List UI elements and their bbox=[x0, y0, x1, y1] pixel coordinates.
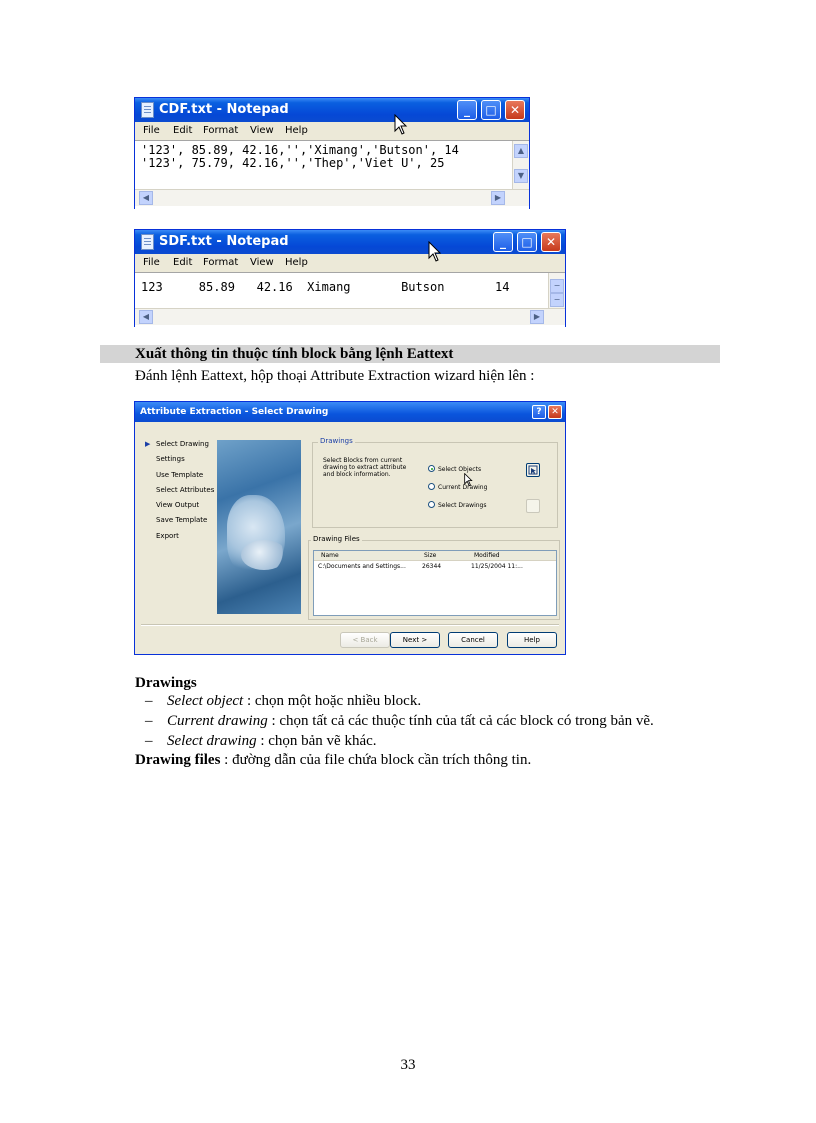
scroll-left-icon[interactable]: ◀ bbox=[139, 310, 153, 324]
dash-marker: – bbox=[145, 693, 153, 709]
menu-format[interactable]: Format bbox=[203, 125, 239, 136]
scroll-down-icon[interactable]: ▼ bbox=[514, 169, 528, 183]
column-name[interactable]: Name bbox=[321, 552, 339, 559]
drawing-files-group-label: Drawing Files bbox=[313, 535, 360, 543]
drawings-group-label: Drawings bbox=[320, 437, 353, 445]
attribute-extraction-dialog bbox=[134, 401, 566, 655]
scroll-down-icon[interactable]: − bbox=[550, 293, 564, 307]
cdf-line-1: '123', 85.89, 42.16,'','Ximang','Butson', 14 bbox=[141, 143, 459, 157]
bullet-description: : chọn bản vẽ khác. bbox=[256, 733, 377, 749]
cdf-notepad-window bbox=[134, 97, 530, 209]
cdf-line-2: '123', 75.79, 42.16,'','Thep','Viet U', 25 bbox=[141, 156, 445, 170]
maximize-button[interactable]: □ bbox=[481, 100, 501, 120]
drawings-description-line-3: and block information. bbox=[323, 471, 391, 478]
drawing-files-term: Drawing files bbox=[135, 752, 221, 768]
menu-edit[interactable]: Edit bbox=[173, 125, 193, 136]
scroll-up-icon[interactable]: − bbox=[550, 279, 564, 293]
select-objects-pick-button[interactable] bbox=[526, 463, 540, 477]
drawing-files-description: : đường dẫn của file chứa block cần trích thông tin. bbox=[220, 752, 532, 768]
step-select-drawing: ▶ Select Drawing bbox=[145, 440, 209, 448]
bullet-description: : chọn tất cả các thuộc tính của tất cả các block có trong bản vẽ. bbox=[267, 713, 654, 729]
cdf-vertical-scrollbar[interactable] bbox=[512, 141, 529, 189]
current-drawing-label[interactable]: Current Drawing bbox=[438, 484, 488, 491]
menu-file[interactable]: File bbox=[143, 257, 160, 268]
file-size-cell: 26344 bbox=[422, 563, 442, 570]
dialog-title-bar[interactable] bbox=[135, 402, 565, 422]
step-view-output: View Output bbox=[156, 501, 200, 510]
scroll-up-icon[interactable]: ▲ bbox=[514, 144, 528, 158]
menu-view[interactable]: View bbox=[250, 257, 274, 268]
dash-marker: – bbox=[145, 733, 153, 749]
step-select-attributes: Select Attributes bbox=[156, 485, 215, 494]
menu-file[interactable]: File bbox=[143, 125, 160, 136]
step-save-template: Save Template bbox=[156, 516, 208, 525]
step-use-template: Use Template bbox=[156, 470, 204, 479]
step-settings: Settings bbox=[156, 455, 185, 464]
help-icon[interactable]: ? bbox=[532, 405, 546, 419]
sdf-window-title: SDF.txt - Notepad bbox=[159, 234, 289, 249]
current-drawing-radio[interactable] bbox=[428, 483, 435, 490]
scroll-right-icon[interactable]: ▶ bbox=[530, 310, 544, 324]
bullet-term: Select object bbox=[167, 693, 244, 709]
section-heading: Xuất thông tin thuộc tính block bằng lệnh Eattext bbox=[135, 346, 454, 362]
menu-edit[interactable]: Edit bbox=[173, 257, 193, 268]
cdf-horizontal-scrollbar[interactable] bbox=[135, 189, 529, 206]
section-intro: Đánh lệnh Eattext, hộp thoại Attribute Extraction wizard hiện lên : bbox=[135, 368, 535, 384]
mouse-cursor-icon bbox=[394, 114, 408, 136]
page-number: 33 bbox=[400, 1057, 416, 1073]
column-modified[interactable]: Modified bbox=[474, 552, 500, 559]
close-button[interactable]: ✕ bbox=[541, 232, 561, 252]
sdf-line-1: 123 85.89 42.16 Ximang Butson 14 bbox=[141, 280, 510, 294]
file-name-cell: C:\Documents and Settings... bbox=[318, 563, 406, 570]
sdf-vertical-scrollbar[interactable] bbox=[548, 273, 565, 308]
select-objects-label[interactable]: Select Objects bbox=[438, 466, 482, 473]
minimize-button[interactable]: _ bbox=[493, 232, 513, 252]
bullet-term: Current drawing bbox=[167, 713, 268, 729]
notepad-icon bbox=[141, 102, 154, 118]
select-objects-radio[interactable] bbox=[428, 465, 435, 472]
select-drawings-radio[interactable] bbox=[428, 501, 435, 508]
back-button[interactable]: < Back bbox=[340, 632, 390, 648]
mouse-cursor-icon bbox=[464, 473, 473, 487]
scroll-left-icon[interactable]: ◀ bbox=[139, 191, 153, 205]
cdf-title-bar[interactable] bbox=[135, 98, 529, 122]
drawings-description-line-1: Select Blocks from current bbox=[323, 457, 403, 464]
close-icon[interactable]: ✕ bbox=[548, 405, 562, 419]
wizard-hand-mouse-image bbox=[217, 440, 301, 614]
maximize-button[interactable]: □ bbox=[517, 232, 537, 252]
sdf-title-bar[interactable] bbox=[135, 230, 565, 254]
close-button[interactable]: ✕ bbox=[505, 100, 525, 120]
menu-view[interactable]: View bbox=[250, 125, 274, 136]
bullet-term: Select drawing bbox=[167, 733, 257, 749]
next-button[interactable]: Next > bbox=[390, 632, 440, 648]
dialog-separator bbox=[141, 624, 559, 626]
drawing-files-paragraph bbox=[135, 751, 531, 769]
cdf-menu-bar bbox=[135, 122, 529, 140]
file-modified-cell: 11/25/2004 11:... bbox=[471, 563, 523, 570]
menu-help[interactable]: Help bbox=[285, 257, 308, 268]
dialog-title: Attribute Extraction - Select Drawing bbox=[140, 407, 329, 417]
select-drawings-label[interactable]: Select Drawings bbox=[438, 502, 487, 509]
sdf-notepad-window bbox=[134, 229, 566, 327]
bullet-select-object bbox=[145, 693, 421, 710]
sdf-text-area[interactable] bbox=[135, 272, 565, 327]
drawing-files-header bbox=[314, 551, 556, 561]
wizard-steps bbox=[145, 440, 214, 547]
drawings-heading: Drawings bbox=[135, 675, 197, 691]
minimize-button[interactable]: _ bbox=[457, 100, 477, 120]
notepad-icon bbox=[141, 234, 154, 250]
help-button[interactable]: Help bbox=[507, 632, 557, 648]
select-drawings-browse-button[interactable] bbox=[526, 499, 540, 513]
step-export: Export bbox=[156, 531, 179, 540]
sdf-menu-bar bbox=[135, 254, 565, 272]
drawings-description-line-2: drawing to extract attribute bbox=[323, 464, 407, 471]
menu-help[interactable]: Help bbox=[285, 125, 308, 136]
pick-objects-icon bbox=[527, 464, 539, 476]
bullet-description: : chọn một hoặc nhiều block. bbox=[243, 693, 422, 709]
mouse-cursor-icon bbox=[428, 241, 442, 263]
drawing-files-list[interactable] bbox=[313, 550, 557, 616]
drawings-group bbox=[312, 437, 558, 528]
current-step-arrow-icon: ▶ bbox=[145, 440, 151, 448]
scroll-right-icon[interactable]: ▶ bbox=[491, 191, 505, 205]
bullet-select-drawing bbox=[145, 733, 377, 750]
cancel-button[interactable]: Cancel bbox=[448, 632, 498, 648]
dash-marker: – bbox=[145, 713, 153, 729]
bullet-current-drawing bbox=[145, 713, 654, 730]
cdf-text-area[interactable] bbox=[135, 140, 529, 209]
cdf-window-title: CDF.txt - Notepad bbox=[159, 102, 289, 117]
menu-format[interactable]: Format bbox=[203, 257, 239, 268]
sdf-horizontal-scrollbar[interactable] bbox=[135, 308, 565, 325]
column-size[interactable]: Size bbox=[424, 552, 437, 559]
